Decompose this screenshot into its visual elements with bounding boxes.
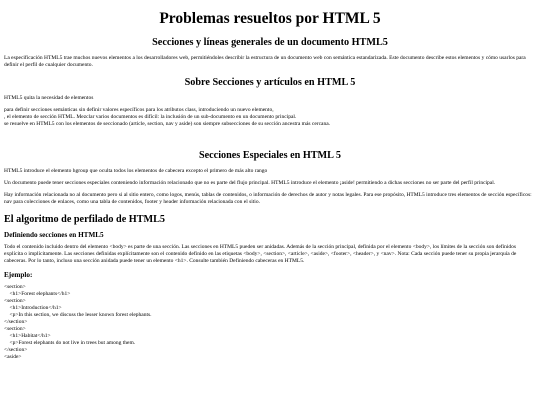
code-line: <section> (4, 284, 26, 290)
section-heading-sections-articles: Sobre Secciones y artículos en HTML 5 (184, 77, 356, 88)
sections-detail-paragraph (4, 107, 536, 128)
section-heading-special: Secciones Especiales en HTML 5 (198, 150, 342, 161)
page-title: Problemas resueltos por HTML 5 (159, 10, 381, 27)
section-heading-outline-algorithm: El algoritmo de perfilado de HTML5 (4, 214, 166, 225)
code-line: <h1>Introduction</h1> (4, 305, 62, 311)
example-label: Ejemplo: (4, 271, 33, 279)
overview-paragraph: La especificación HTML5 trae muchos nuevos elementos a los desarrolladores web, permitiéndoles describir la estructura de un documento web con semántica estandarizada. Este documento describe estos elementos y cómo usarlos para definir el perfil de cualquier documento. (4, 55, 526, 68)
special-paragraph-aside: Un documento puede tener secciones especiales conteniendo información relacionado que no es parte del flujo principal. HTML5 introduce el elemento ¡aside! permitiendo a dichas secciones no ser parte del perfil principal. (4, 180, 496, 186)
code-line: </section> (4, 319, 28, 325)
sections-detail-line: , el elemento de sección HTML. Mezclar varios documentos es difícil: la inclusión de un sub-documento en un documento principal. (4, 114, 297, 120)
code-line: <section> (4, 326, 26, 332)
defining-sections-paragraph: Todo el contenido incluido dentro del elemento <body> es parte de una sección. Las secciones en HTML5 pueden ser anidadas. Además de la sección principal, definida por el elemento <body>, los límites de la sección son definidos explícita o implícitamente. Las secciones definidas explícitamente son el contenido definido en las etiquetas <body>, <section>, <article>, <aside>, <footer>, <header>, y <nav>. Nota: Cada sección puede tener su propia jerarquía de cabeceras. Por lo tanto, incluso una sección anidada puede tener un elemento <h1>. Consulte también Definiendo cabeceras en HTML5. (4, 244, 517, 264)
sections-detail-line: para definir secciones semánticas sin definir valores específicos para los atributos class, introduciendo un nuevo elemento, (4, 107, 274, 113)
special-paragraph-hgroup: HTML5 introduce el elemento hgroup que oculta todos los elementos de cabecera excepto el primero de más alto rango (4, 168, 268, 174)
sections-intro-paragraph: HTML5 quita la necesidad de elementos (4, 95, 94, 101)
sections-detail-line: se resuelve en HTML5 con los elementos de seccionado (article, section, nav y aside) son siempre subsecciones de su sección ancestra más cercana. (4, 121, 331, 127)
special-paragraph-nav: Hay información relacionada no al documento pero si al sitio entero, como logos, menús, tablas de contenidos, o información de derechos de autor y notas legales. Para ese propósito, HTML5 introduce tres elementos de sección específicos: nav para colecciones de enlaces, como una tabla de contenidos, footer y header información relacionada con el sitio. (4, 192, 532, 205)
code-example (4, 284, 536, 361)
code-line: <section> (4, 298, 26, 304)
code-line: <h1>Habitat</h1> (4, 333, 51, 339)
subheading-defining-sections: Definiendo secciones en HTML5 (4, 231, 104, 239)
code-line: <p>In this section, we discuss the lesser known forest elephants. (4, 312, 152, 318)
code-line: <h1>Forest elephants</h1> (4, 291, 71, 297)
code-line: <aside> (4, 354, 22, 360)
code-line: </section> (4, 347, 28, 353)
code-line: <p>Forest elephants do not live in trees but among them. (4, 340, 136, 346)
section-heading-overview: Secciones y líneas generales de un documento HTML5 (152, 37, 388, 48)
